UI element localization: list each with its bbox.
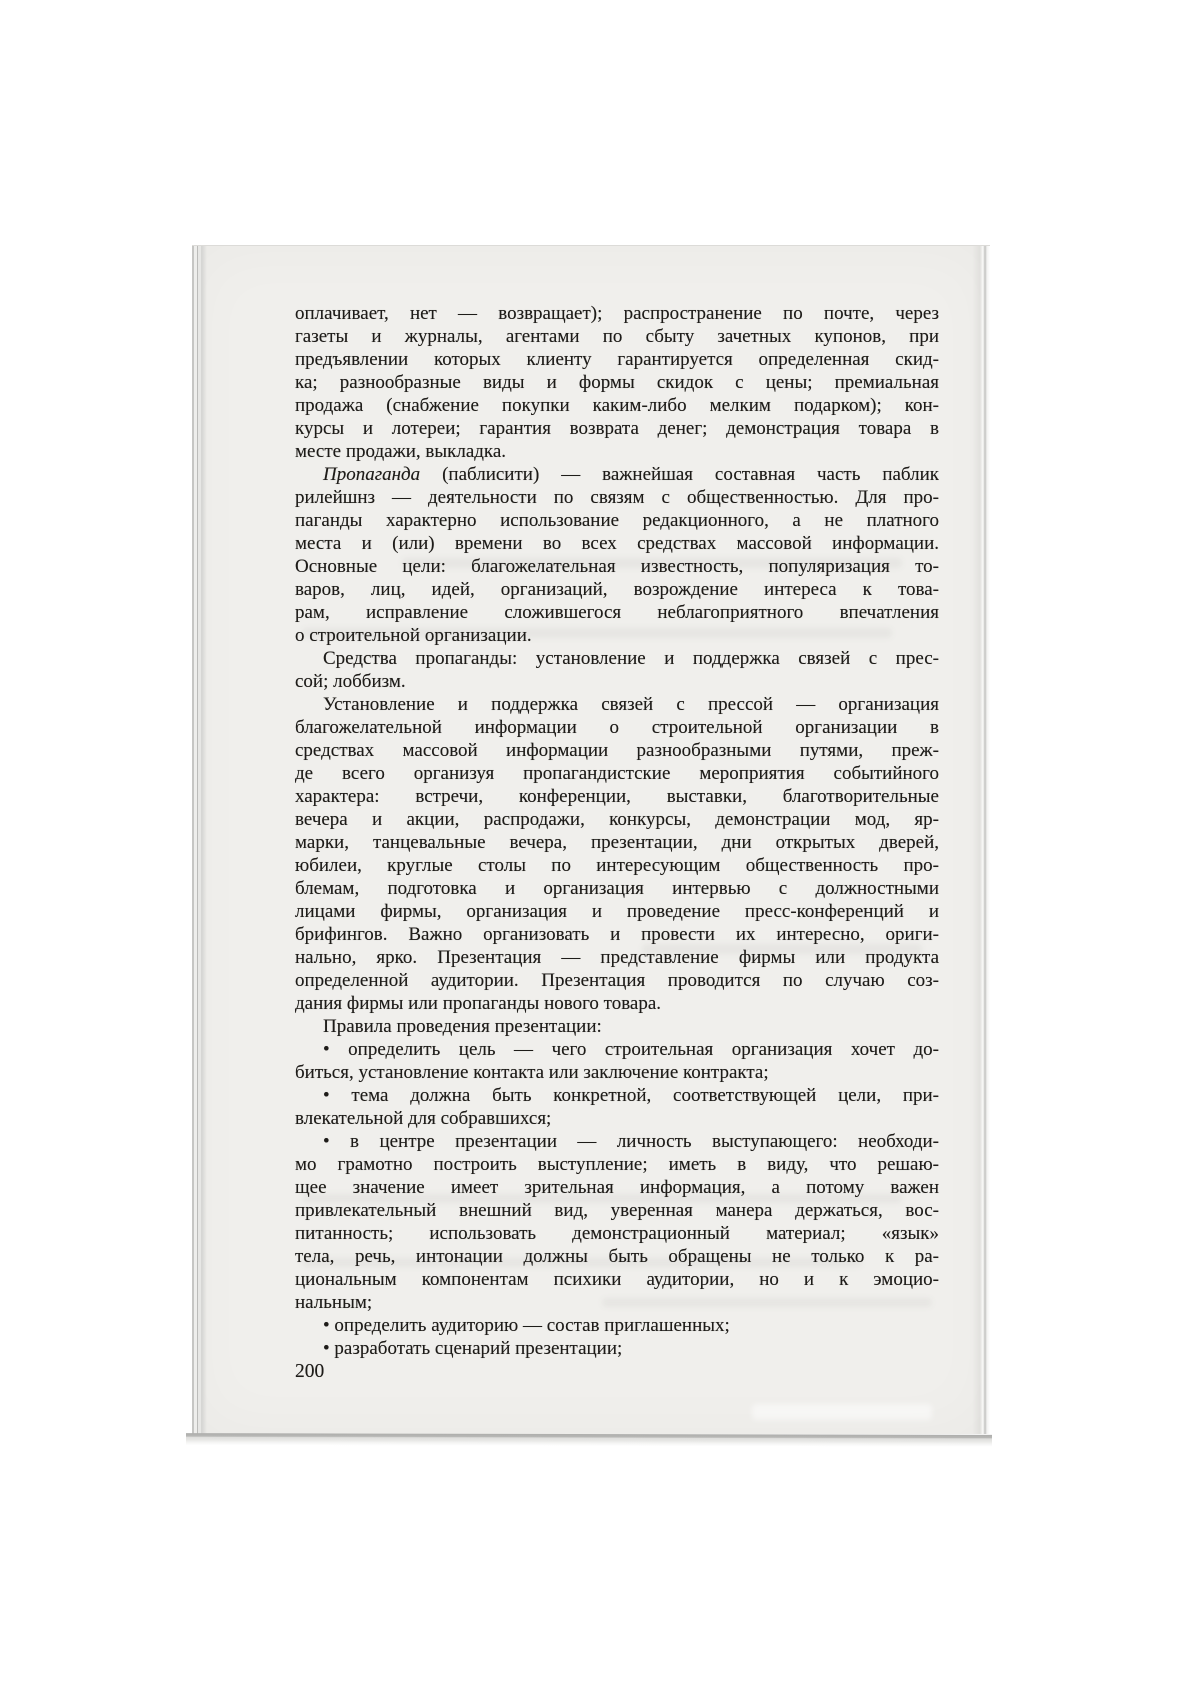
scanned-book-page bbox=[192, 245, 990, 1434]
text-line: • разработать сценарий презентации; bbox=[323, 1338, 623, 1359]
text-line: рилейшнз — деятельности по связям с общественностью. Для про- bbox=[295, 487, 939, 508]
text-line: рам, исправление сложившегося неблагоприятного впечатления bbox=[295, 602, 939, 623]
text-line: • определить цель — чего строительная организация хочет до- bbox=[323, 1039, 939, 1060]
paragraph-propaganda-means bbox=[295, 647, 939, 693]
paragraph-sales-promotion-continuation bbox=[295, 302, 939, 463]
text-line: биться, установление контакта или заключение контракта; bbox=[295, 1062, 769, 1083]
text-line: питанность; использовать демонстрационный материал; «язык» bbox=[295, 1223, 939, 1244]
text-line: месте продажи, выкладка. bbox=[295, 441, 507, 462]
text-line: марки, танцевальные вечера, презентации, дни открытых дверей, bbox=[295, 832, 939, 853]
text-line: паганды характерно использование редакционного, а не платного bbox=[295, 510, 939, 531]
text-line: лицами фирмы, организация и проведение пресс-конференций и bbox=[295, 901, 939, 922]
text-line: курсы и лотереи; гарантия возврата денег; демонстрация товара в bbox=[295, 418, 939, 439]
scan-highlight-artifact bbox=[752, 1404, 932, 1420]
page-bottom-edge-shadow bbox=[186, 1433, 992, 1447]
text-line: Правила проведения презентации: bbox=[323, 1016, 602, 1037]
text-line: Основные цели: благожелательная известность, популяризация то- bbox=[295, 556, 939, 577]
text-line: продажа (снабжение покупки каким-либо мелким подарком); кон- bbox=[295, 395, 939, 416]
text-line: места и (или) времени во всех средствах массовой информации. bbox=[295, 533, 939, 554]
binding-edge-shadow bbox=[192, 246, 208, 1434]
text-line: тела, речь, интонации должны быть обращены не только к ра- bbox=[295, 1246, 939, 1267]
text-line: циональным компонентам психики аудитории, но и к эмоцио- bbox=[295, 1269, 939, 1290]
text-line: • в центре презентации — личность выступающего: необходи- bbox=[323, 1131, 939, 1152]
bullet-specific-theme bbox=[295, 1084, 939, 1130]
text-line: блемам, подготовка и организация интервью с должностными bbox=[295, 878, 939, 899]
text-line: нально, ярко. Презентация — представление фирмы или продукта bbox=[295, 947, 939, 968]
text-line: сой; лоббизм. bbox=[295, 671, 406, 692]
text-line: Установление и поддержка связей с прессой — организация bbox=[323, 694, 939, 715]
bullet-define-goal bbox=[295, 1038, 939, 1084]
text-line: нальным; bbox=[295, 1292, 373, 1313]
italic-term: Пропаганда bbox=[323, 464, 421, 485]
page-text bbox=[295, 302, 939, 1360]
text-line: дания фирмы или пропаганды нового товара. bbox=[295, 993, 662, 1014]
text-line: брифингов. Важно организовать и провести их интересно, ориги- bbox=[295, 924, 939, 945]
text-line: варов, лиц, идей, организаций, возрождение интереса к това- bbox=[295, 579, 939, 600]
text-line: • тема должна быть конкретной, соответствующей цели, при- bbox=[323, 1085, 939, 1106]
text-line bbox=[295, 463, 939, 486]
text-line: влекательной для собравшихся; bbox=[295, 1108, 552, 1129]
text-line: привлекательный внешний вид, уверенная манера держаться, вос- bbox=[295, 1200, 939, 1221]
text-line: благожелательной информации о строительной организации в bbox=[295, 717, 939, 738]
text-line: характера: встречи, конференции, выставки, благотворительные bbox=[295, 786, 939, 807]
text-line: предъявлении которых клиенту гарантируется определенная скид- bbox=[295, 349, 939, 370]
text-line: газеты и журналы, агентами по сбыту зачетных купонов, при bbox=[295, 326, 939, 347]
text-line: средствах массовой информации разнообразными путями, преж- bbox=[295, 740, 939, 761]
bullet-define-audience bbox=[295, 1314, 939, 1337]
text-line: мо грамотно построить выступление; иметь в виду, что решаю- bbox=[295, 1154, 939, 1175]
paragraph-press-relations bbox=[295, 693, 939, 1015]
text-line: определенной аудитории. Презентация проводится по случаю соз- bbox=[295, 970, 939, 991]
page-number: 200 bbox=[295, 1361, 325, 1382]
text-line: о строительной организации. bbox=[295, 625, 532, 646]
page-right-edge-shadow bbox=[972, 246, 990, 1434]
text-line: юбилеи, круглые столы по интересующим общественность про- bbox=[295, 855, 939, 876]
text-line: де всего организуя пропагандистские мероприятия событийного bbox=[295, 763, 939, 784]
bullet-develop-scenario bbox=[295, 1337, 939, 1360]
paragraph-presentation-rules-heading bbox=[295, 1015, 939, 1038]
text-line: оплачивает, нет — возвращает); распространение по почте, через bbox=[295, 303, 939, 324]
text-segment: (паблисити) — важнейшая составная часть паблик bbox=[420, 464, 939, 485]
text-line: ка; разнообразные виды и формы скидок с цены; премиальная bbox=[295, 372, 939, 393]
text-line: вечера и акции, распродажи, конкурсы, демонстрации мод, яр- bbox=[295, 809, 939, 830]
text-line: Средства пропаганды: установление и поддержка связей с прес- bbox=[323, 648, 939, 669]
bullet-speaker-personality bbox=[295, 1130, 939, 1314]
text-line: • определить аудиторию — состав приглашенных; bbox=[323, 1315, 730, 1336]
text-line: щее значение имеет зрительная информация, а потому важен bbox=[295, 1177, 939, 1198]
paragraph-propaganda-definition bbox=[295, 463, 939, 647]
